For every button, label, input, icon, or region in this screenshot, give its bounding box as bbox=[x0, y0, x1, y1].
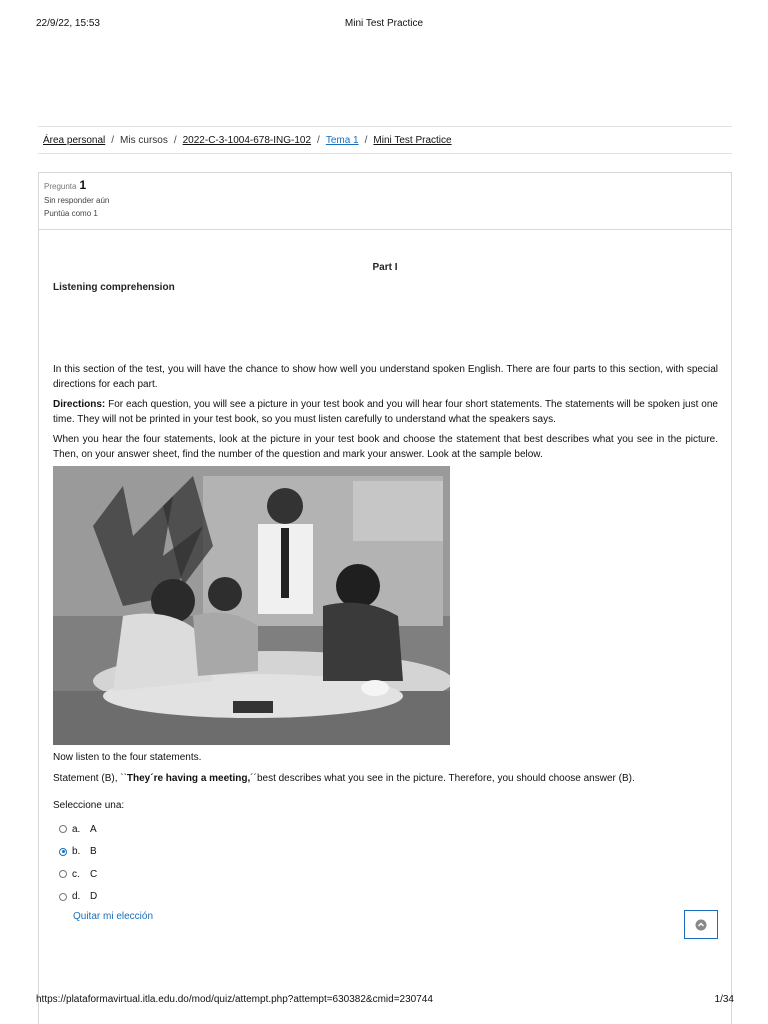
directions-paragraph bbox=[53, 397, 718, 427]
breadcrumb-tema-1[interactable]: Tema 1 bbox=[325, 134, 359, 146]
statement-paragraph bbox=[53, 771, 718, 786]
instructions-paragraph: When you hear the four statements, look at the picture in your test book and choose the statement that best describes what you see in the picture. Then, on your answer sheet, find the number of the question and mark your answer. Look at the sample below. bbox=[53, 434, 718, 460]
breadcrumb-mini-test[interactable]: Mini Test Practice bbox=[373, 134, 452, 146]
select-label: Seleccione una: bbox=[53, 800, 125, 811]
question-content bbox=[38, 230, 732, 1024]
chevron-up-circle-icon bbox=[695, 919, 707, 931]
breadcrumb-mis-cursos: Mis cursos bbox=[120, 134, 168, 146]
clear-choice-link[interactable]: Quitar mi elección bbox=[73, 911, 154, 922]
option-text: C bbox=[90, 868, 98, 880]
breadcrumb-separator: / bbox=[317, 134, 320, 146]
meeting-photo bbox=[53, 466, 450, 745]
directions-text: For each question, you will see a picture in your test book and you will hear four short statements. The statements will be spoken just one time. They will not be printed in your test book, so you must listen carefully to understand what the speakers says. bbox=[53, 399, 718, 425]
radio-a[interactable] bbox=[59, 825, 67, 833]
option-letter: c. bbox=[72, 868, 80, 880]
option-letter: a. bbox=[72, 823, 81, 835]
statement-bold: They´re having a meeting, bbox=[126, 773, 251, 784]
question-number: 1 bbox=[79, 178, 87, 192]
option-b[interactable] bbox=[59, 841, 97, 864]
option-letter: b. bbox=[72, 846, 81, 858]
part-title: Part I bbox=[372, 262, 398, 273]
breadcrumb bbox=[38, 126, 732, 154]
option-text: A bbox=[90, 823, 97, 835]
question-score: Puntúa como 1 bbox=[44, 209, 98, 218]
print-url: https://plataformavirtual.itla.edu.do/mod/quiz/attempt.php?attempt=630382&cmid=230744 bbox=[36, 994, 433, 1005]
option-c[interactable] bbox=[59, 863, 97, 886]
radio-c[interactable] bbox=[59, 870, 67, 878]
question-info-box bbox=[38, 172, 732, 230]
print-header bbox=[0, 0, 768, 40]
breadcrumb-area-personal[interactable]: Área personal bbox=[43, 134, 106, 146]
answer-options bbox=[59, 818, 97, 908]
print-datetime: 22/9/22, 15:53 bbox=[36, 18, 100, 29]
listen-text: Now listen to the four statements. bbox=[53, 752, 202, 763]
directions-label: Directions: bbox=[53, 399, 106, 410]
breadcrumb-separator: / bbox=[173, 134, 177, 146]
breadcrumb-separator: / bbox=[364, 134, 368, 146]
breadcrumb-course[interactable]: 2022-C-3-1004-678-ING-102 bbox=[182, 134, 312, 146]
statement-suffix: ´´best describes what you see in the picture. Therefore, you should choose answer (B). bbox=[250, 773, 635, 784]
meeting-photo-illustration bbox=[53, 466, 450, 745]
radio-b[interactable] bbox=[59, 848, 67, 856]
statement-prefix: Statement (B), `` bbox=[53, 773, 127, 784]
option-text: B bbox=[90, 846, 97, 858]
radio-d[interactable] bbox=[59, 893, 67, 901]
breadcrumb-separator: / bbox=[111, 134, 115, 146]
print-doc-title: Mini Test Practice bbox=[344, 18, 424, 29]
option-text: D bbox=[90, 891, 98, 903]
option-d[interactable] bbox=[59, 886, 97, 909]
intro-paragraph: In this section of the test, you will have the chance to show how well you understand spoken English. There are four parts to this section, with special directions for each part. bbox=[53, 364, 718, 390]
option-letter: d. bbox=[72, 891, 81, 903]
scroll-top-button[interactable] bbox=[684, 910, 718, 939]
print-page-number: 1/34 bbox=[714, 994, 734, 1005]
section-subtitle: Listening comprehension bbox=[53, 282, 175, 293]
question-label: Pregunta bbox=[44, 182, 77, 191]
question-status: Sin responder aún bbox=[44, 196, 110, 205]
option-a[interactable] bbox=[59, 818, 97, 841]
